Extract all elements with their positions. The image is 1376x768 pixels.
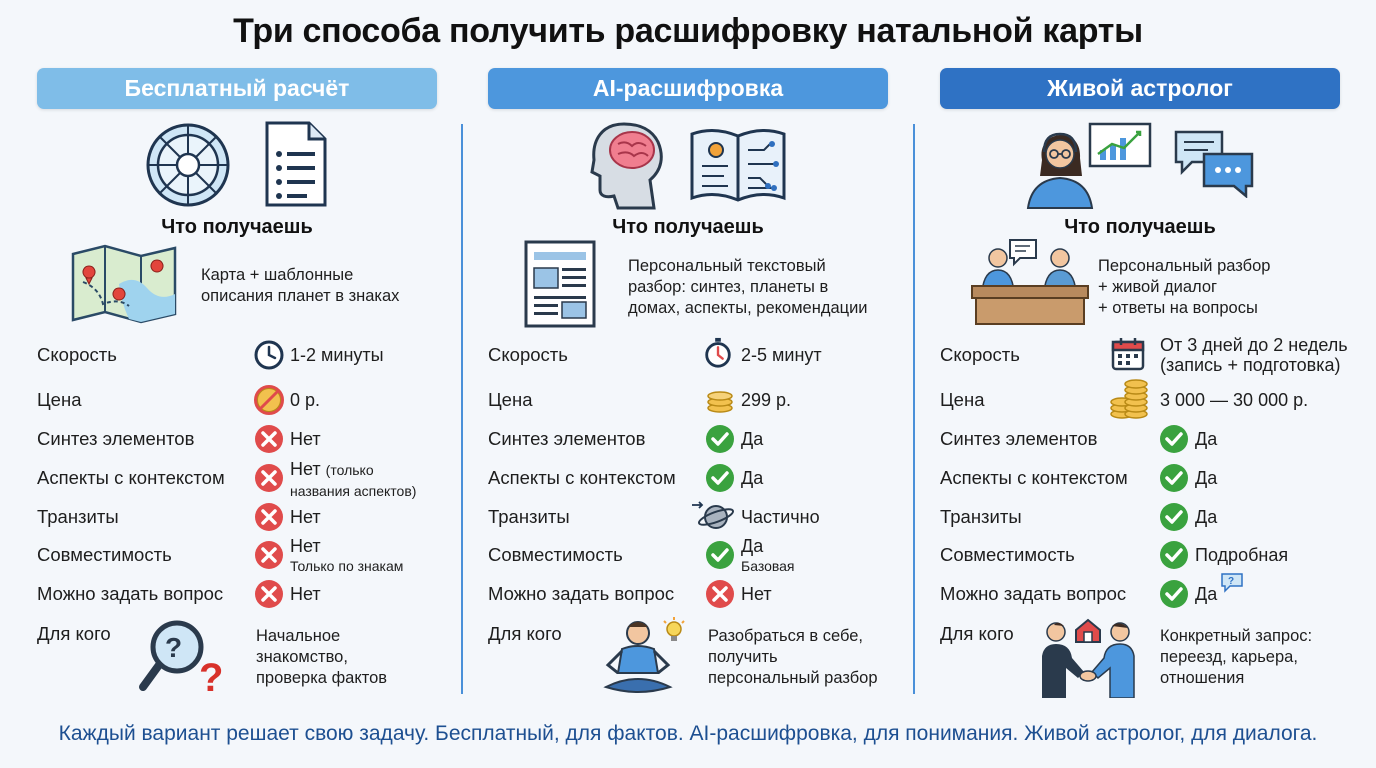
coins-icon <box>704 384 736 416</box>
check-icon <box>1158 501 1190 533</box>
row-label-who: Для кого <box>940 623 1014 644</box>
row-label-question: Можно задать вопрос <box>488 583 675 604</box>
value-price: 0 р. <box>290 390 321 410</box>
what-you-get-text: Персональный текстовый разбор: синтез, планеты в домах, аспекты, рекомендации <box>628 257 868 317</box>
value-speed: 2-5 минут <box>741 345 822 365</box>
consultation-icon <box>970 236 1090 328</box>
footer-note: Каждый вариант решает свою задачу. Бесплатный, для фактов. AI-расшифровка, для понимания. Живой астролог, для диалога. <box>58 722 1318 745</box>
cross-icon <box>253 423 285 455</box>
map-icon <box>69 244 179 324</box>
svg-text:?: ? <box>199 656 224 697</box>
magnifier-question-icon <box>137 617 227 697</box>
what-you-get-label: Что получаешь <box>612 216 764 238</box>
column-header: AI-расшифровка <box>488 68 888 109</box>
row-label-speed: Скорость <box>37 344 117 365</box>
row-label-synthesis: Синтез элементов <box>488 428 646 449</box>
row-label-synthesis: Синтез элементов <box>37 428 195 449</box>
value-compat: Да Базовая <box>741 536 795 574</box>
value-question: Да <box>1195 584 1218 604</box>
row-label-question: Можно задать вопрос <box>940 583 1127 604</box>
row-label-price: Цена <box>488 389 533 410</box>
coin-stack-icon <box>1108 378 1150 420</box>
value-speed: 1-2 минуты <box>290 345 384 365</box>
row-label-synthesis: Синтез элементов <box>940 428 1098 449</box>
column-divider <box>461 124 463 694</box>
row-label-price: Цена <box>940 389 985 410</box>
cross-icon <box>253 462 285 494</box>
row-label-compat: Совместимость <box>940 544 1075 565</box>
what-you-get-text: Карта + шаблонные описания планет в знаках <box>201 266 400 305</box>
cross-icon <box>704 578 736 610</box>
question-bubble-icon <box>1220 572 1244 594</box>
column-header: Бесплатный расчёт <box>37 68 437 109</box>
check-icon <box>1158 539 1190 571</box>
column-icons <box>940 120 1340 210</box>
value-price: 299 р. <box>741 390 792 410</box>
value-compat: Нет Только по знакам <box>290 536 404 574</box>
svg-text:?: ? <box>1228 576 1235 587</box>
value-transits: Частично <box>741 507 820 527</box>
value-synthesis: Да <box>741 429 764 449</box>
value-aspects: Да <box>1195 468 1218 488</box>
column-ai <box>488 68 888 698</box>
row-label-who: Для кого <box>37 623 111 644</box>
row-label-transits: Транзиты <box>940 506 1022 527</box>
ai-book-icon <box>688 124 788 206</box>
document-icon <box>263 120 329 208</box>
row-label-speed: Скорость <box>940 344 1020 365</box>
value-question: Нет <box>741 584 772 604</box>
natal-wheel-icon <box>145 122 231 208</box>
value-transits: Нет <box>290 507 321 527</box>
ai-brain-icon <box>588 120 666 210</box>
cross-icon <box>253 501 285 533</box>
who-text: Разобраться в себе, получить персональный разбор <box>708 627 878 687</box>
row-label-aspects: Аспекты с контекстом <box>940 467 1128 488</box>
row-label-compat: Совместимость <box>37 544 172 565</box>
check-icon <box>1158 578 1190 610</box>
column-header: Живой астролог <box>940 68 1340 109</box>
handshake-house-icon <box>1040 616 1136 698</box>
who-text: Начальное знакомство, проверка фактов <box>256 627 388 687</box>
value-transits: Да <box>1195 507 1218 527</box>
value-synthesis: Нет <box>290 429 321 449</box>
check-icon <box>1158 462 1190 494</box>
no-coin-icon <box>253 384 285 416</box>
svg-text:?: ? <box>165 632 183 663</box>
chat-bubbles-icon <box>1172 128 1256 198</box>
row-label-speed: Скорость <box>488 344 568 365</box>
check-icon <box>704 539 736 571</box>
row-label-aspects: Аспекты с контекстом <box>37 467 225 488</box>
column-free <box>37 68 437 698</box>
value-synthesis: Да <box>1195 429 1218 449</box>
value-compat: Подробная <box>1195 545 1289 565</box>
page-title: Три способа получить расшифровку натальной карты <box>233 12 1143 50</box>
planet-icon <box>690 499 736 533</box>
cross-icon <box>253 578 285 610</box>
row-label-transits: Транзиты <box>37 506 119 527</box>
value-aspects: Нет (только названия аспектов) <box>290 459 417 499</box>
row-label-price: Цена <box>37 389 82 410</box>
value-question: Нет <box>290 584 321 604</box>
astrologer-icon <box>1024 120 1154 210</box>
check-icon <box>704 423 736 455</box>
what-you-get-label: Что получаешь <box>161 216 313 238</box>
row-label-question: Можно задать вопрос <box>37 583 224 604</box>
column-astrologer <box>940 68 1348 698</box>
row-label-compat: Совместимость <box>488 544 623 565</box>
calendar-icon <box>1110 336 1146 372</box>
who-text: Конкретный запрос: переезд, карьера, отношения <box>1160 627 1313 687</box>
cross-icon <box>253 539 285 571</box>
stopwatch-icon <box>702 337 734 369</box>
check-icon <box>1158 423 1190 455</box>
row-label-aspects: Аспекты с контекстом <box>488 467 676 488</box>
text-document-icon <box>522 238 598 330</box>
column-icons <box>488 120 888 210</box>
check-icon <box>704 462 736 494</box>
row-label-who: Для кого <box>488 623 562 644</box>
value-aspects: Да <box>741 468 764 488</box>
value-speed: От 3 дней до 2 недель (запись + подготовка) <box>1160 335 1348 375</box>
column-divider <box>913 124 915 694</box>
column-icons <box>37 120 437 210</box>
row-label-transits: Транзиты <box>488 506 570 527</box>
what-you-get-text: Персональный разбор + живой диалог + ответы на вопросы <box>1098 257 1271 317</box>
value-price: 3 000 — 30 000 р. <box>1160 390 1309 410</box>
clock-icon <box>253 339 285 371</box>
meditation-icon <box>600 615 690 699</box>
what-you-get-label: Что получаешь <box>1064 216 1216 238</box>
